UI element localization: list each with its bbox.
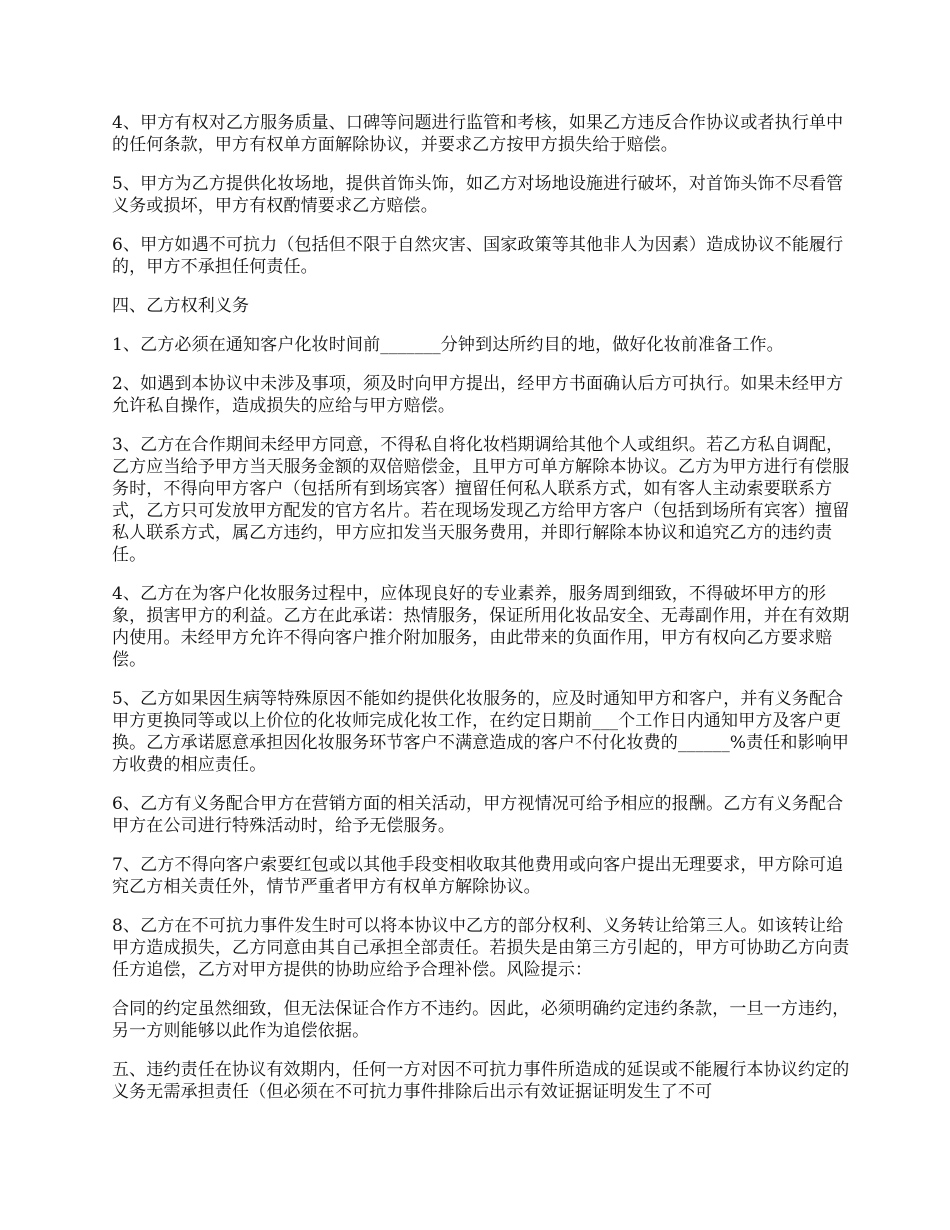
paragraph-party-b-2: 2、如遇到本协议中未涉及事项，须及时向甲方提出，经甲方书面确认后方可执行。如果未经甲方允许私自操作，造成损失的应给与甲方赔偿。: [112, 374, 844, 416]
paragraph-party-b-1: 1、乙方必须在通知客户化妆时间前_______分钟到达所约目的地，做好化妆前准备工作。: [112, 335, 784, 355]
paragraph-party-b-6: 6、乙方有义务配合甲方在营销方面的相关活动，甲方视情况可给予相应的报酬。乙方有义务配合甲方在公司进行特殊活动时，给予无偿服务。: [112, 794, 844, 836]
paragraph-party-a-right-5: 5、甲方为乙方提供化妆场地，提供首饰头饰，如乙方对场地设施进行破坏，对首饰头饰不尽看管义务或损坏，甲方有权酌情要求乙方赔偿。: [112, 174, 844, 216]
section-heading-breach-liability: 五、违约责任在协议有效期内，任何一方对因不可抗力事件所造成的延误或不能履行本协议约定的义务无需承担责任（但必须在不可抗力事件排除后出示有效证据证明发生了不可: [112, 1060, 850, 1102]
paragraph-party-b-3: 3、乙方在合作期间未经甲方同意，不得私自将化妆档期调给其他个人或组织。若乙方私自调配，乙方应当给予甲方当天服务金额的双倍赔偿金，且甲方可单方解除本协议。乙方为甲方进行有偿服务时，不得向甲方客户（包括所有到场宾客）擅留任何私人联系方式，如有客人主动索要联系方式，乙方只可发放甲方配发的官方名片。若在现场发现乙方给甲方客户（包括到场所有宾客）擅留私人联系方式，属乙方违约，甲方应扣发当天服务费用，并即行解除本协议和追究乙方的违约责任。: [112, 435, 850, 565]
paragraph-party-b-5: 5、乙方如果因生病等特殊原因不能如约提供化妆服务的，应及时通知甲方和客户，并有义务配合甲方更换同等或以上价位的化妆师完成化妆工作，在约定日期前___个工作日内通知甲方及客户更换。乙方承诺愿意承担因化妆服务环节客户不满意造成的客户不付化妆费的______%责任和影响甲方收费的相应责任。: [112, 689, 850, 775]
paragraph-party-a-right-6: 6、甲方如遇不可抗力（包括但不限于自然灾害、国家政策等其他非人为因素）造成协议不能履行的，甲方不承担任何责任。: [112, 235, 844, 277]
paragraph-party-b-7: 7、乙方不得向客户索要红包或以其他手段变相收取其他费用或向客户提出无理要求，甲方除可追究乙方相关责任外，情节严重者甲方有权单方解除协议。: [112, 855, 844, 897]
document-body: [112, 112, 850, 1120]
paragraph-risk-note: 合同的约定虽然细致，但无法保证合作方不违约。因此，必须明确约定违约条款，一旦一方违约，另一方则能够以此作为追偿依据。: [112, 999, 850, 1041]
paragraph-party-b-4: 4、乙方在为客户化妆服务过程中，应体现良好的专业素养，服务周到细致，不得破坏甲方的形象，损害甲方的利益。乙方在此承诺：热情服务，保证所用化妆品安全、无毒副作用，并在有效期内使用。未经甲方允许不得向客户推介附加服务，由此带来的负面作用，甲方有权向乙方要求赔偿。: [112, 584, 850, 670]
paragraph-party-a-right-4: 4、甲方有权对乙方服务质量、口碑等问题进行监管和考核，如果乙方违反合作协议或者执行单中的任何条款，甲方有权单方面解除协议，并要求乙方按甲方损失给于赔偿。: [112, 113, 844, 155]
section-heading-party-b: 四、乙方权利义务: [112, 296, 250, 316]
paragraph-party-b-8: 8、乙方在不可抗力事件发生时可以将本协议中乙方的部分权利、义务转让给第三人。如该转让给甲方造成损失，乙方同意由其自己承担全部责任。若损失是由第三方引起的，甲方可协助乙方向责任方追偿，乙方对甲方提供的协助应给予合理补偿。风险提示：: [112, 916, 850, 980]
